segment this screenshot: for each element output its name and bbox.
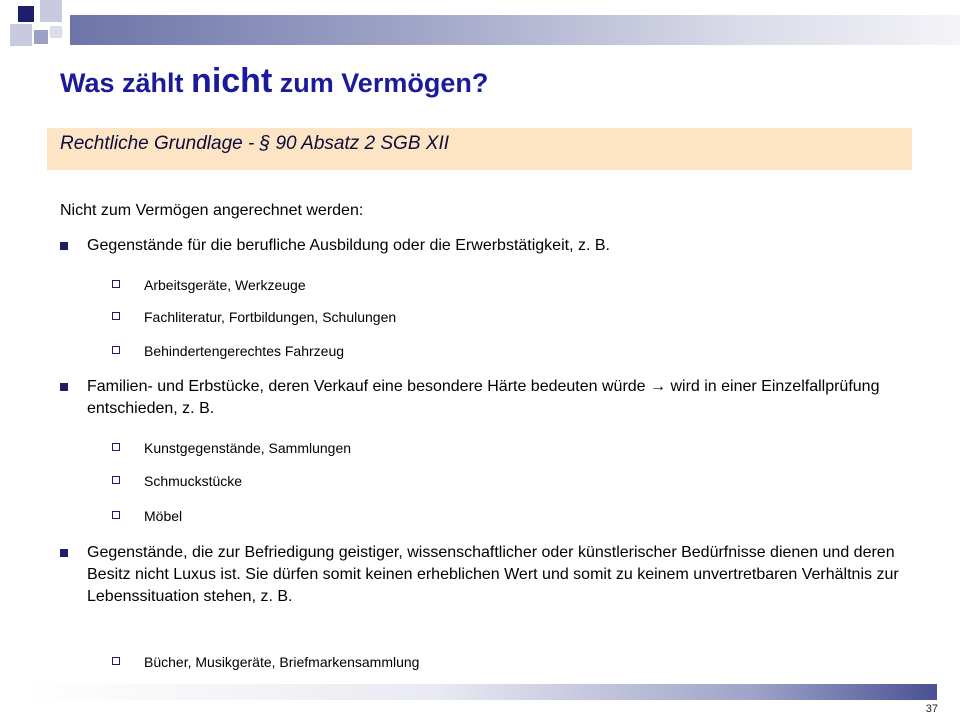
corner-square-dark (18, 6, 34, 22)
title-emphasis: nicht (191, 62, 273, 100)
sub-item-text: Bücher, Musikgeräte, Briefmarkensammlung (144, 654, 420, 670)
sub-marker (112, 280, 120, 288)
sub-marker (112, 657, 120, 665)
title-part2: zum Vermögen? (279, 68, 489, 98)
sub-item-text: Arbeitsgeräte, Werkzeuge (144, 277, 306, 293)
sub-item-text: Schmuckstücke (144, 473, 243, 489)
arrow-icon: → (650, 378, 667, 395)
bullet-text (87, 376, 907, 420)
sub-item-text: Behindertengerechtes Fahrzeug (144, 343, 345, 359)
bullet-marker (60, 549, 68, 557)
sub-item-text: Fachliteratur, Fortbildungen, Schulungen (144, 309, 397, 325)
footer-bar (25, 684, 937, 700)
corner-square-light (10, 24, 32, 46)
page-number: 37 (925, 703, 938, 715)
bullet-text: Gegenstände, die zur Befriedigung geistiger, wissenschaftlicher oder künstlerischer Bedürfnisse dienen und deren Besitz nicht Luxus ist. Sie dürfen somit keinen erheblichen Wert und somit zu keinem unvertretbaren Verhältnis zur Lebenssituation stehen, z. B. (87, 544, 899, 605)
bullet-text-part: Familien- und Erbstücke, deren Verkauf eine besondere Härte bedeuten würde (87, 378, 646, 395)
corner-square-light (40, 0, 62, 22)
sub-marker (112, 511, 120, 519)
sub-marker (112, 346, 120, 354)
corner-square-mid (34, 30, 48, 44)
intro-text: Nicht zum Vermögen angerechnet werden: (60, 202, 364, 219)
sub-marker (112, 443, 120, 451)
bullet-marker (60, 383, 68, 391)
bullet-marker (60, 242, 68, 250)
subtitle: Rechtliche Grundlage - § 90 Absatz 2 SGB XII (60, 133, 449, 154)
sub-item-text: Kunstgegenstände, Sammlungen (144, 440, 352, 456)
slide-title (60, 62, 488, 101)
sub-marker (112, 312, 120, 320)
sub-item-text: Möbel (144, 508, 183, 524)
corner-square-light (50, 26, 62, 38)
title-part1: Was zählt (60, 68, 184, 98)
bullet-text: Gegenstände für die berufliche Ausbildung oder die Erwerbstätigkeit, z. B. (87, 237, 610, 254)
header-bar (70, 15, 960, 45)
bullet-text-part: wird in einer Einzelfallprüfung entschieden, z. B. (87, 378, 880, 417)
sub-marker (112, 476, 120, 484)
